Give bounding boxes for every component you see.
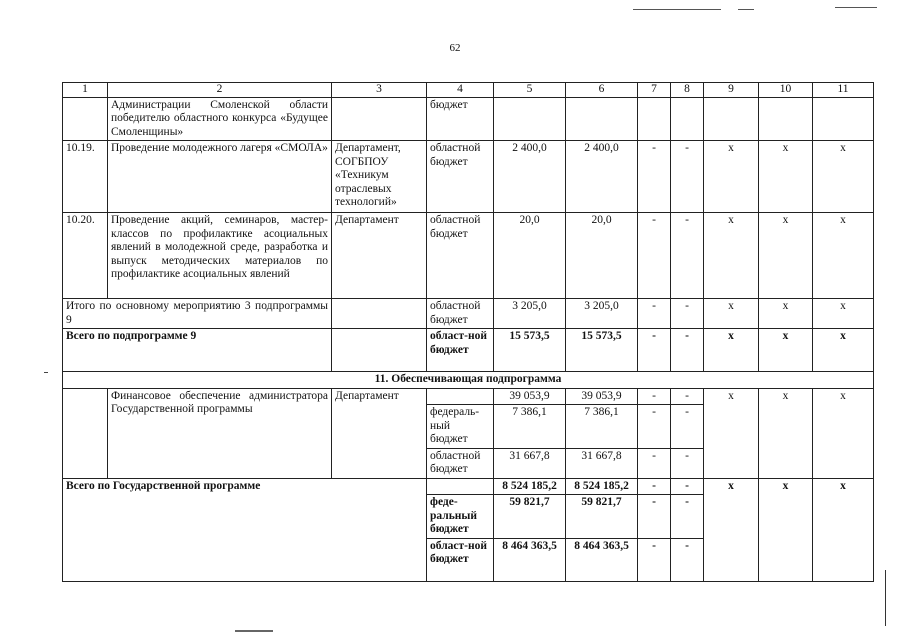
value-col-7: -: [638, 299, 671, 329]
col-header-11: 11: [813, 83, 874, 98]
value-col-7: -: [638, 141, 671, 213]
table-row-10-19: [63, 141, 874, 213]
program-total-col-6: 8 524 185,2: [566, 478, 638, 495]
fin-total-col-5: 39 053,9: [494, 388, 566, 405]
fin-federal-col-6: 7 386,1: [566, 405, 638, 449]
col-header-7: 7: [638, 83, 671, 98]
table-row-itogo: [63, 299, 874, 329]
fin-regional-source: областной бюджет: [427, 448, 494, 478]
value-col-6: 15 573,5: [566, 329, 638, 372]
value-col-6: 2 400,0: [566, 141, 638, 213]
program-federal-source: феде-ральный бюджет: [427, 495, 494, 539]
program-col-11: х: [813, 478, 874, 581]
value-col-5: 20,0: [494, 213, 566, 299]
table-row-10-20: [63, 213, 874, 299]
fin-col-11: х: [813, 388, 874, 478]
col-header-8: 8: [671, 83, 704, 98]
table-row-program-total: [63, 478, 874, 495]
section-title: 11. Обеспечивающая подпрограмма: [63, 372, 874, 389]
program-regional-col-6: 8 464 363,5: [566, 538, 638, 581]
col-header-5: 5: [494, 83, 566, 98]
col-header-4: 4: [427, 83, 494, 98]
scan-edge-rule: [885, 570, 886, 626]
program-regional-col-5: 8 464 363,5: [494, 538, 566, 581]
scan-line-top-2: [738, 9, 754, 10]
fin-regional-col-7: -: [638, 448, 671, 478]
fin-total-col-6: 39 053,9: [566, 388, 638, 405]
program-regional-source: област-ной бюджет: [427, 538, 494, 581]
fin-federal-col-5: 7 386,1: [494, 405, 566, 449]
section-row: [63, 372, 874, 389]
table-row-continuation: [63, 97, 874, 141]
executor: Департамент, СОГБПОУ «Техникум отраслевых технологий»: [332, 141, 427, 213]
value-col-7: -: [638, 329, 671, 372]
fin-regional-col-5: 31 667,8: [494, 448, 566, 478]
executor: Департамент: [332, 213, 427, 299]
program-total-col-8: -: [671, 478, 704, 495]
program-table: [62, 82, 874, 582]
value-col-8: -: [671, 299, 704, 329]
vsego-9-label: Всего по подпрограмме 9: [63, 329, 332, 372]
value-col-9: х: [704, 141, 759, 213]
fin-col-9: х: [704, 388, 759, 478]
funding-source: областной бюджет: [427, 141, 494, 213]
table-row-fin-total: [63, 388, 874, 405]
value-col-9: х: [704, 213, 759, 299]
col-header-3: 3: [332, 83, 427, 98]
fin-executor: Департамент: [332, 388, 427, 478]
fin-total-col-7: -: [638, 388, 671, 405]
value-col-8: -: [671, 213, 704, 299]
scan-line-top-1: [633, 9, 721, 10]
col-header-2: 2: [108, 83, 332, 98]
program-federal-col-6: 59 821,7: [566, 495, 638, 539]
value-col-6: 20,0: [566, 213, 638, 299]
value-col-8: -: [671, 141, 704, 213]
itogo-label: Итого по основному мероприятию 3 подпрограммы 9: [63, 299, 332, 329]
scan-bottom-mark: [235, 630, 273, 632]
funding-source: областной бюджет: [427, 213, 494, 299]
activity-name: Проведение акций, семинаров, мастер-классов по профилактике асоциальных явлений в молодежной среде, разработка и выпуск методических материалов по профилактике асоциальных явлений: [108, 213, 332, 299]
value-col-11: х: [813, 299, 874, 329]
value-col-5: 3 205,0: [494, 299, 566, 329]
program-total-col-7: -: [638, 478, 671, 495]
funding-source: областной бюджет: [427, 299, 494, 329]
fin-federal-col-7: -: [638, 405, 671, 449]
continuation-source: бюджет: [427, 97, 494, 141]
value-col-10: х: [759, 141, 813, 213]
col-header-10: 10: [759, 83, 813, 98]
fin-col-10: х: [759, 388, 813, 478]
col-header-6: 6: [566, 83, 638, 98]
continuation-name: Администрации Смоленской области победителю областного конкурса «Будущее Смоленщины»: [108, 97, 332, 141]
column-number-row: [63, 83, 874, 98]
activity-name: Проведение молодежного лагеря «СМОЛА»: [108, 141, 332, 213]
value-col-10: х: [759, 299, 813, 329]
row-number: 10.20.: [63, 213, 108, 299]
page-number: 62: [449, 42, 461, 54]
fin-federal-col-8: -: [671, 405, 704, 449]
program-total-label: Всего по Государственной программе: [63, 478, 427, 581]
row-number: 10.19.: [63, 141, 108, 213]
fin-total-col-8: -: [671, 388, 704, 405]
value-col-11: х: [813, 329, 874, 372]
program-federal-col-8: -: [671, 495, 704, 539]
value-col-10: х: [759, 329, 813, 372]
program-federal-col-5: 59 821,7: [494, 495, 566, 539]
value-col-9: х: [704, 299, 759, 329]
program-col-9: х: [704, 478, 759, 581]
scan-speck: [44, 372, 48, 373]
value-col-9: х: [704, 329, 759, 372]
value-col-5: 15 573,5: [494, 329, 566, 372]
value-col-5: 2 400,0: [494, 141, 566, 213]
value-col-11: х: [813, 141, 874, 213]
value-col-8: -: [671, 329, 704, 372]
funding-source: област-ной бюджет: [427, 329, 494, 372]
program-regional-col-7: -: [638, 538, 671, 581]
program-col-10: х: [759, 478, 813, 581]
table-row-vsego-9: [63, 329, 874, 372]
value-col-7: -: [638, 213, 671, 299]
program-regional-col-8: -: [671, 538, 704, 581]
fin-federal-source: федераль-ный бюджет: [427, 405, 494, 449]
col-header-1: 1: [63, 83, 108, 98]
value-col-10: х: [759, 213, 813, 299]
program-total-col-5: 8 524 185,2: [494, 478, 566, 495]
program-federal-col-7: -: [638, 495, 671, 539]
value-col-6: 3 205,0: [566, 299, 638, 329]
fin-activity-name: Финансовое обеспечение администратора Государственной программы: [108, 388, 332, 478]
col-header-9: 9: [704, 83, 759, 98]
scan-line-top-3: [835, 7, 877, 8]
fin-regional-col-6: 31 667,8: [566, 448, 638, 478]
value-col-11: х: [813, 213, 874, 299]
fin-regional-col-8: -: [671, 448, 704, 478]
